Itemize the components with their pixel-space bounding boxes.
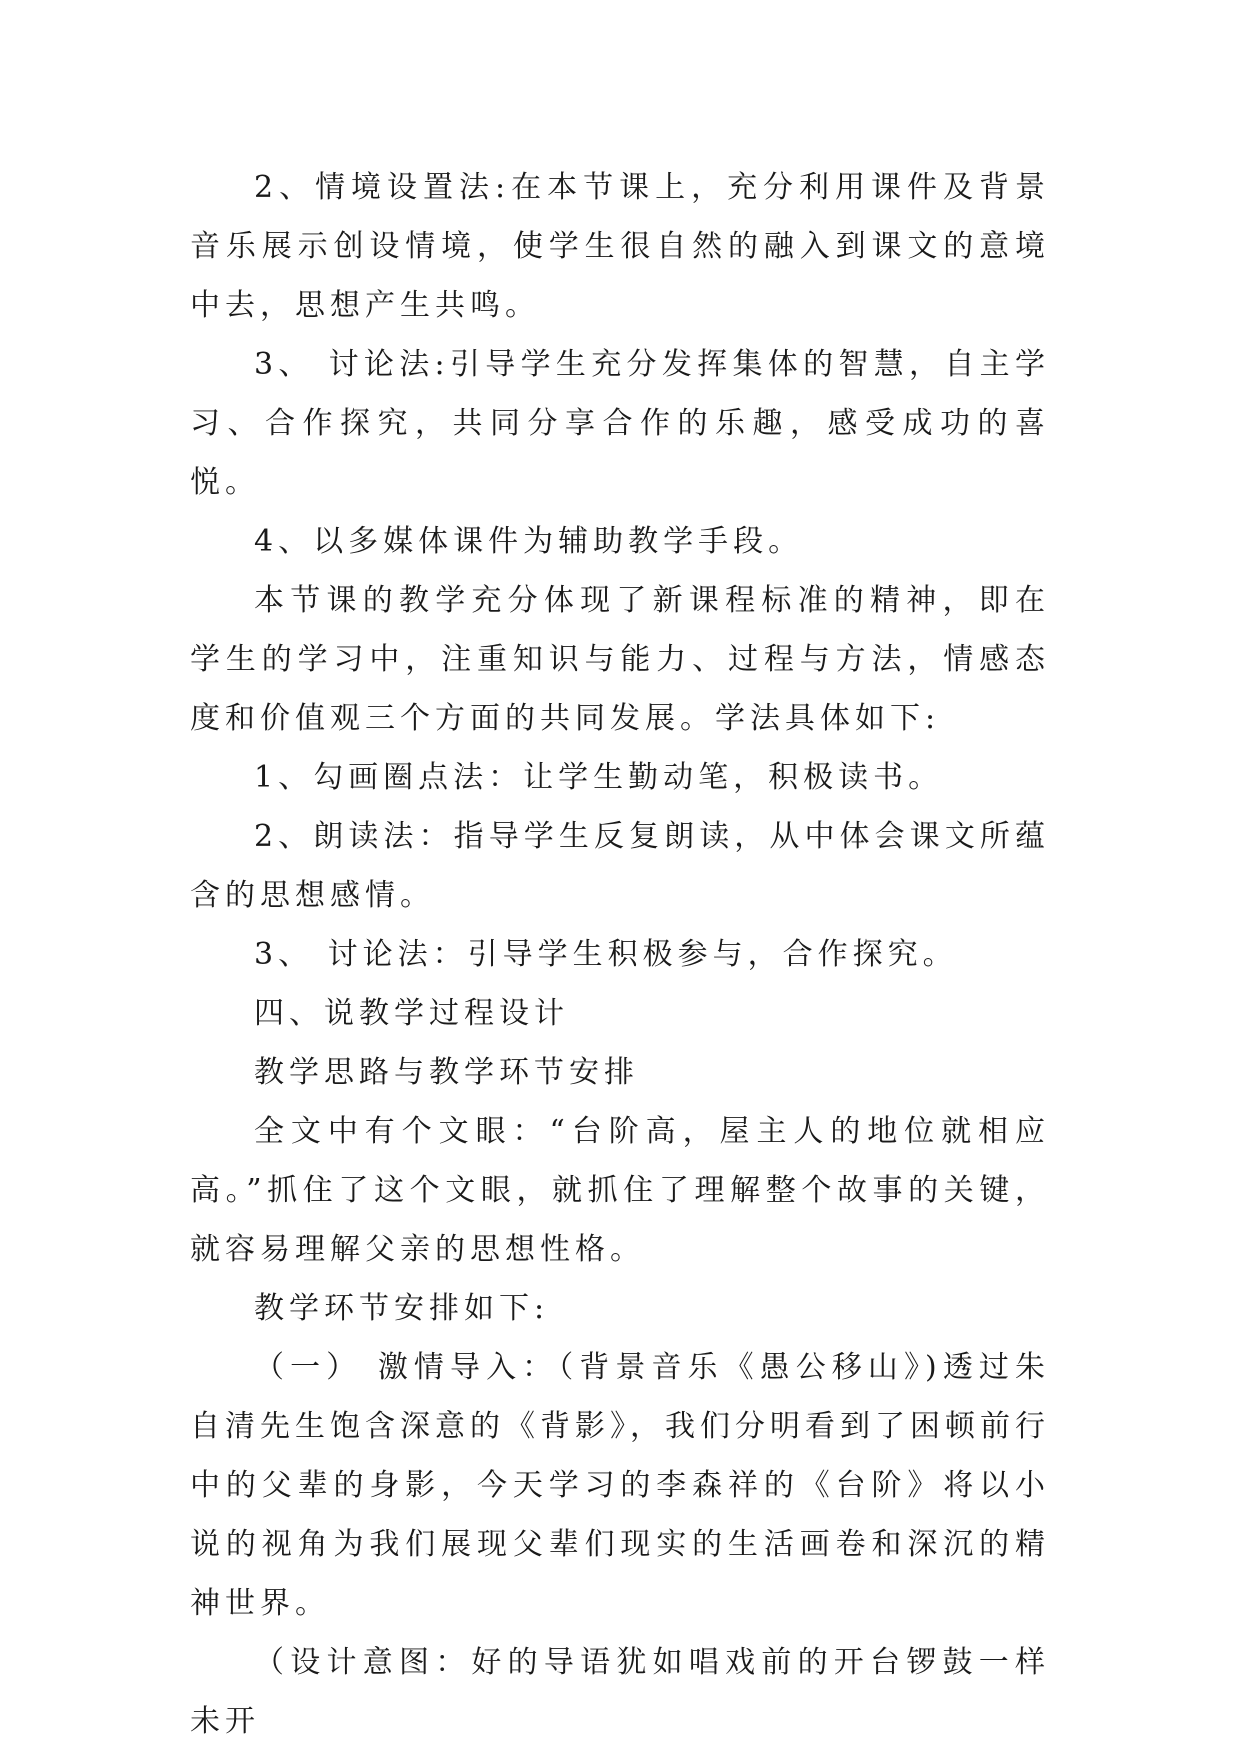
paragraph-reading-method: 2、朗读法：指导学生反复朗读，从中体会课文所蕴含的思想感情。 [190,819,1050,913]
paragraph-step-one: （一） 激情导入：（背景音乐《愚公移山》)透过朱自清先生饱含深意的《背影》，我们分明看到了困顿前行中的父辈的身影，今天学习的李森祥的《台阶》将以小说的视角为我们展现父辈们现实的生活画卷和深沉的精神世界。 [190,1350,1050,1621]
paragraph-design-intent: （设计意图：好的导语犹如唱戏前的开台锣鼓一样未开 [190,1645,1050,1739]
paragraph-multimedia: 4、以多媒体课件为辅助教学手段。 [254,524,804,559]
document-body [190,158,1050,1751]
subheading-teaching-approach: 教学思路与教学环节安排 [254,1055,639,1090]
section-heading-process: 四、说教学过程设计 [254,996,569,1031]
paragraph-steps-intro: 教学环节安排如下: [254,1291,550,1326]
paragraph-curriculum-standard: 本节课的教学充分体现了新课程标准的精神，即在学生的学习中，注重知识与能力、过程与方法，情感态度和价值观三个方面的共同发展。学法具体如下: [190,583,1050,736]
paragraph-situation-method: 2、情境设置法:在本节课上，充分利用课件及背景音乐展示创设情境，使学生很自然的融入到课文的意境中去，思想产生共鸣。 [190,170,1050,323]
paragraph-marking-method: 1、勾画圈点法：让学生勤动笔，积极读书。 [254,760,944,795]
paragraph-text-eye: 全文中有个文眼：“台阶高，屋主人的地位就相应高。”抓住了这个文眼，就抓住了理解整个故事的关键，就容易理解父亲的思想性格。 [190,1114,1050,1267]
paragraph-discussion-method: 3、 讨论法:引导学生充分发挥集体的智慧，自主学习、合作探究，共同分享合作的乐趣，感受成功的喜悦。 [190,347,1050,500]
paragraph-discussion-method-2: 3、 讨论法：引导学生积极参与，合作探究。 [254,937,958,972]
